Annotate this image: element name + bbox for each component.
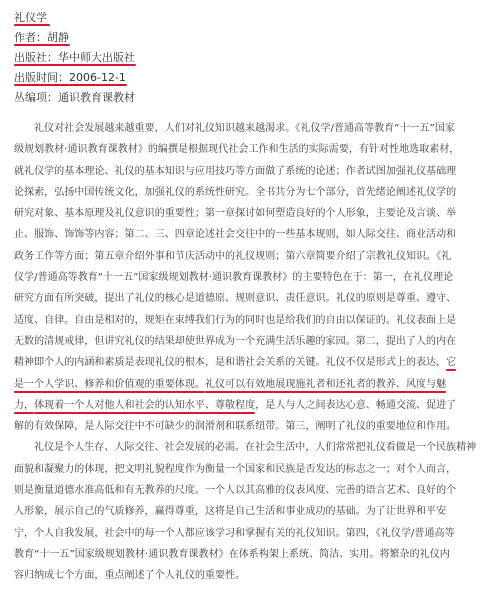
- date-line: [14, 68, 494, 88]
- highlight-underline: [205, 391, 446, 393]
- book-description: [14, 118, 494, 587]
- title-underline: [14, 24, 50, 26]
- desc-line: 则是衡量道德水准高低和有无教养的尺度。一个人以其高雅的仪表风度、完善的语言艺术、良好的个: [14, 485, 457, 497]
- date-label: 出版时间：: [14, 71, 69, 84]
- desc-line: 礼仪对社会发展越来越重要，人们对礼仪知识越来越渴求。《礼仪学/普通高等教育“十一五”国家: [34, 123, 455, 134]
- desc-text: 精神即个人的内涵和素质是表现礼仪的根本，是和谐社会关系的关键。礼仪不仅是形式上的表达，: [14, 357, 447, 369]
- publisher-value: 华中师大出版社: [58, 51, 135, 64]
- publisher-label: 出版社：: [14, 51, 58, 64]
- desc-line: 仪学/普通高等教育“十一五”国家级规划教材·通识教育课教材》的主要特色在于：第一，在礼仪理论: [14, 272, 454, 284]
- desc-line: [14, 395, 494, 416]
- desc-line: 人形象，展示自己的气质修养，赢得尊重，这将是自己生活和事业成功的基础。为了让世界和平安: [14, 506, 447, 518]
- desc-line: 论探索，弘扬中国传统文化，加强礼仪的系统性研究。全书共分为七个部分，首先绪论阐述礼仪学的: [14, 186, 457, 198]
- desc-line: 宁，个人自我发展，社会中的每一个人都应该学习和掌握有关的礼仪知识。第四，《礼仪学/普通高等: [14, 527, 455, 539]
- desc-line: [14, 352, 494, 373]
- desc-line: 止、服饰、饰饰等内容；第二、三、四章论述社会交往中的一些基本规则，如人际交往、商业活动和: [14, 229, 457, 241]
- desc-line: 容归纳成七个方面，重点阐述了个人礼仪的重要性。: [14, 570, 246, 582]
- desc-line: 面貌和凝聚力的体现，把文明礼貌程度作为衡量一个国家和民族是否发达的标志之一；对个人而言，: [14, 463, 457, 475]
- highlight-phrase: 是一个人学识、修养和价值观的重要体现。: [14, 379, 205, 390]
- publisher-line: [14, 48, 494, 68]
- desc-text: ，是人与人之间表达心意、畅通交流、促进了: [255, 399, 457, 411]
- date-underline: [14, 84, 127, 86]
- desc-line: 政务工作等方面；第五章介绍外事和节庆活动中的礼仪规则；第六章简要介绍了宗教礼仪知识。《礼: [14, 250, 452, 262]
- desc-line: 无数的清规戒律，但讲究礼仪的结果却使世界成为一个充满生活乐趣的家园。第二，提出了人的内在: [14, 335, 457, 347]
- desc-line: 适度、自律。自由是相对的，规矩在束缚我们行为的同时也是给我们的自由以保证的。礼仪表面上是: [14, 314, 457, 326]
- date-value: 2006-12-1: [69, 71, 126, 84]
- highlight-underline: [14, 412, 34, 414]
- highlight-underline: [446, 369, 456, 371]
- highlight-underline: [34, 412, 255, 414]
- desc-line: 解的有效保障，是人际交往中不可缺少的润滑剂和联系纽带。第三，阐明了礼仪的重要地位和作用。: [14, 421, 457, 433]
- series-value: 通识教育课教材: [58, 91, 135, 104]
- author-label: 作者：: [14, 31, 47, 44]
- publisher-underline: [14, 64, 136, 66]
- desc-line: 研究对象、基本原理及礼仪意识的重要性；第一章探讨如何塑造良好的个人形象，主要论及言谈、举: [14, 208, 457, 220]
- series-label: 丛编项：: [14, 91, 58, 104]
- highlight-phrase: 礼仪可以有效地展现施礼者和还礼者的教养、风度与魅: [205, 379, 446, 390]
- author-line: [14, 28, 494, 48]
- desc-line: 教育“十一五”国家级规划教材·通识教育课教材》在体系构架上系统、简洁、实用。将繁杂的礼仪内: [14, 548, 450, 560]
- highlight-phrase: 它: [446, 357, 456, 368]
- highlight-phrase: 体现着一个人对他人和社会的认知水平、尊敬程度: [34, 400, 255, 411]
- book-title: 礼仪学: [14, 11, 47, 24]
- author-value: 胡静: [47, 31, 69, 44]
- desc-line: 礼仪是个人生存、人际交往、社会发展的必需。在社会生活中，人们常常把礼仪看做是一个民族精神: [34, 442, 477, 454]
- desc-line: [14, 374, 494, 395]
- book-title-line: [14, 8, 494, 28]
- book-meta: [14, 8, 494, 108]
- desc-line: 就礼仪学的基本理论、礼仪的基本知识与应用技巧等方面做了系统的论述；作者试图加强礼仪基础理: [14, 165, 457, 177]
- desc-line: 级规划教材·通识教育课教材》的编撰是根据现代社会工作和生活的实际需要，有针对性地选取素材，: [14, 144, 460, 156]
- author-underline: [14, 44, 70, 46]
- highlight-phrase: 力，: [14, 400, 34, 411]
- highlight-underline: [14, 391, 205, 393]
- series-line: [14, 88, 494, 108]
- desc-line: 研究方面有所突破，提出了礼仪的核心是道德原、规则意识、责任意识。礼仪的原则是尊重、遵守、: [14, 293, 457, 305]
